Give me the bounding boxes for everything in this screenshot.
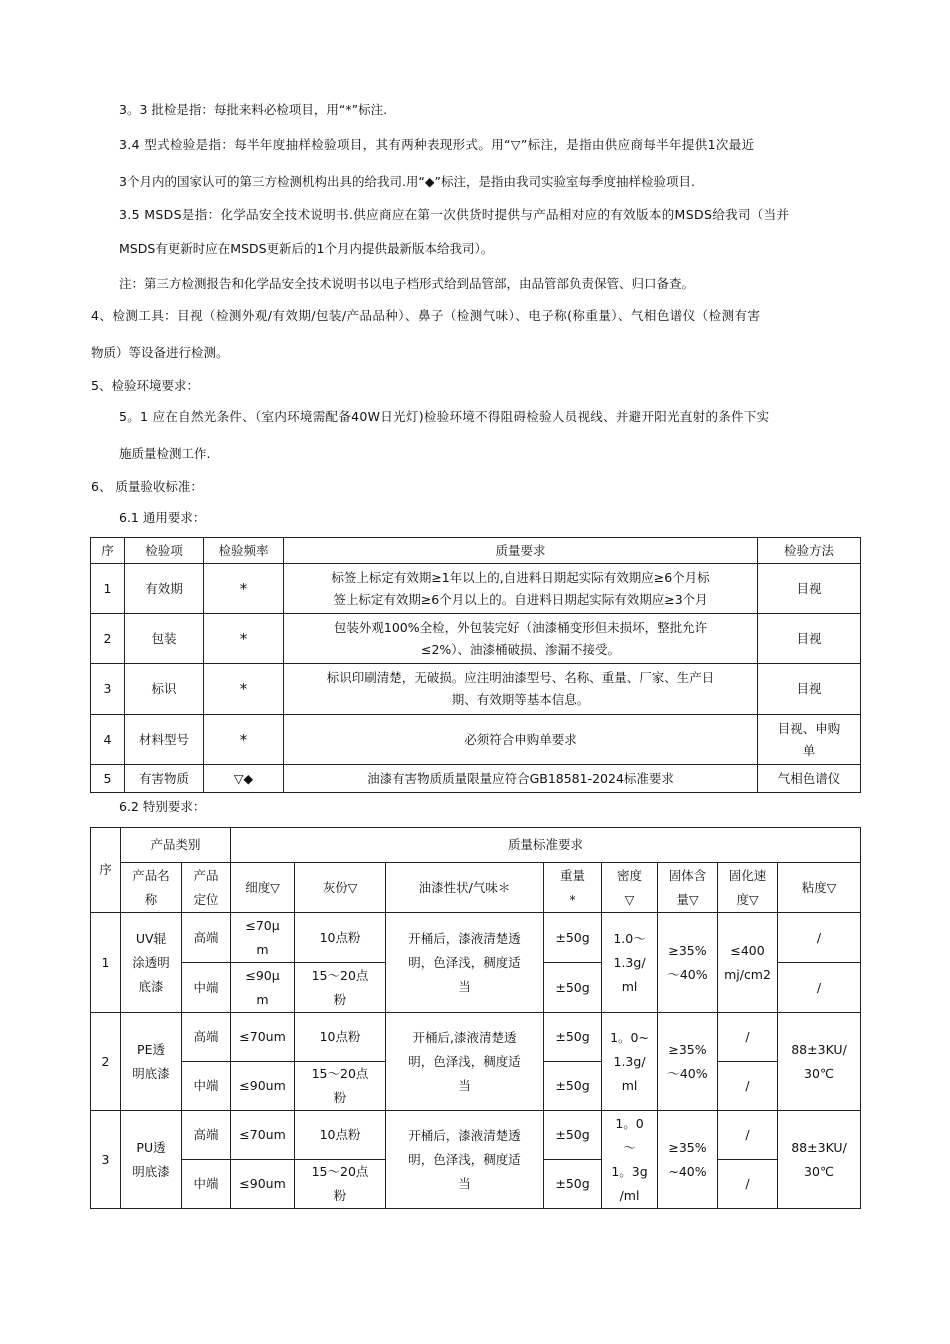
ash: 15～20点 粉 xyxy=(295,1160,386,1209)
viscosity: / xyxy=(778,963,861,1013)
ash: 10点粉 xyxy=(295,1111,386,1160)
weight: ±50g xyxy=(544,1160,602,1209)
row-frequency: * xyxy=(204,614,284,664)
cure-speed: / xyxy=(718,1160,778,1209)
density: 1.0～ 1.3g/ ml xyxy=(602,913,658,1013)
row-no: 5 xyxy=(91,765,125,793)
special-requirements-table xyxy=(90,827,861,1209)
viscosity: 88±3KU/ 30℃ xyxy=(778,1111,861,1209)
group-no: 1 xyxy=(91,913,121,1013)
row-frequency: * xyxy=(204,715,284,765)
table-row xyxy=(91,664,861,715)
section-5-1-line1: 5。1 应在自然光条件、（室内环境需配备40W日光灯)检验环境不得阻碍检验人员视线、并避开阳光直射的条件下实 xyxy=(119,409,770,424)
cure-speed: / xyxy=(718,1062,778,1111)
header-product-name: 产品名 称 xyxy=(121,863,182,913)
paint-property: 开桶后,漆液清楚透 明，色泽浅，稠度适 当 xyxy=(386,1013,544,1111)
density: 1。0~ 1.3g/ ml xyxy=(602,1013,658,1111)
header-weight: 重量 * xyxy=(544,863,602,913)
paint-property: 开桶后，漆液清楚透 明，色泽浅，稠度适 当 xyxy=(386,1111,544,1209)
row-item: 有害物质 xyxy=(125,765,204,793)
header-ash: 灰份▽ xyxy=(295,863,386,913)
ash: 10点粉 xyxy=(295,913,386,963)
table-row xyxy=(91,913,861,963)
ash: 15～20点 粉 xyxy=(295,963,386,1013)
fineness: ≤90um xyxy=(231,1160,295,1209)
row-no: 2 xyxy=(91,614,125,664)
para-3-5-line2: MSDS有更新时应在MSDS更新后的1个月内提供最新版本给我司）。 xyxy=(119,241,494,256)
cure-speed: / xyxy=(718,1111,778,1160)
table-row xyxy=(91,1013,861,1062)
row-no: 3 xyxy=(91,664,125,715)
header-item: 检验项 xyxy=(125,538,204,564)
row-requirement: 油漆有害物质质量限量应符合GB18581-2024标准要求 xyxy=(284,765,758,793)
header-viscosity: 粘度▽ xyxy=(778,863,861,913)
group-no: 3 xyxy=(91,1111,121,1209)
section-5-1-line2: 施质量检测工作. xyxy=(119,446,211,461)
section-6-heading: 6、 质量验收标准： xyxy=(91,479,203,494)
row-item: 标识 xyxy=(125,664,204,715)
header-frequency: 检验频率 xyxy=(204,538,284,564)
table-header-row xyxy=(91,538,861,564)
header-category: 产品类别 xyxy=(121,828,231,863)
table-header-row xyxy=(91,863,861,913)
viscosity: 88±3KU/ 30℃ xyxy=(778,1013,861,1111)
note-paragraph: 注：第三方检测报告和化学品安全技术说明书以电子档形式给到品管部，由品管部负责保管、归口备查。 xyxy=(119,276,695,291)
header-no: 序 xyxy=(91,538,125,564)
row-requirement: 包装外观100%全检，外包装完好（油漆桶变形但未损坏，整批允许 ≤2%）、油漆桶破损、渗漏不接受。 xyxy=(284,614,758,664)
row-method: 目视 xyxy=(758,564,861,614)
header-fineness: 细度▽ xyxy=(231,863,295,913)
ash: 10点粉 xyxy=(295,1013,386,1062)
cure-speed: / xyxy=(718,1013,778,1062)
row-no: 4 xyxy=(91,715,125,765)
row-no: 1 xyxy=(91,564,125,614)
product-position: 中端 xyxy=(182,1062,231,1111)
table-header-row xyxy=(91,828,861,863)
section-6-1-heading: 6.1 通用要求： xyxy=(119,510,206,525)
density: 1。0 ～ 1。3g /ml xyxy=(602,1111,658,1209)
row-frequency: ▽◆ xyxy=(204,765,284,793)
product-position: 高端 xyxy=(182,1111,231,1160)
group-no: 2 xyxy=(91,1013,121,1111)
row-item: 材料型号 xyxy=(125,715,204,765)
header-property: 油漆性状/气味＊ xyxy=(386,863,544,913)
header-method: 检验方法 xyxy=(758,538,861,564)
table-row xyxy=(91,765,861,793)
product-position: 中端 xyxy=(182,1160,231,1209)
weight: ±50g xyxy=(544,1062,602,1111)
header-no: 序 xyxy=(91,828,121,913)
table-row xyxy=(91,715,861,765)
para-3-5-line1: 3.5 MSDS是指：化学品安全技术说明书.供应商应在第一次供货时提供与产品相对应的有效版本的MSDS给我司（当并 xyxy=(119,207,790,222)
weight: ±50g xyxy=(544,1013,602,1062)
header-density: 密度 ▽ xyxy=(602,863,658,913)
row-item: 包装 xyxy=(125,614,204,664)
header-cure: 固化速 度▽ xyxy=(718,863,778,913)
weight: ±50g xyxy=(544,1111,602,1160)
cure-speed: ≤400 mj/cm2 xyxy=(718,913,778,1013)
fineness: ≤70μ m xyxy=(231,913,295,963)
section-4-line2: 物质）等设备进行检测。 xyxy=(91,345,229,360)
product-position: 高端 xyxy=(182,913,231,963)
solid-content: ≥35% ～40% xyxy=(658,1013,718,1111)
paint-property: 开桶后，漆液清楚透 明，色泽浅，稠度适 当 xyxy=(386,913,544,1013)
section-4-line1: 4、检测工具：目视（检测外观/有效期/包装/产品品种）、鼻子（检测气味）、电子称(称重量）、气相色谱仪（检测有害 xyxy=(91,308,761,323)
row-item: 有效期 xyxy=(125,564,204,614)
section-6-2-heading: 6.2 特别要求： xyxy=(119,799,206,814)
para-3-4-line1: 3.4 型式检验是指：每半年度抽样检验项目，其有两种表现形式。用“▽”标注，是指由供应商每半年提供1次最近 xyxy=(119,137,755,152)
solid-content: ≥35% ～40% xyxy=(658,913,718,1013)
product-name: UV辊 涂透明 底漆 xyxy=(121,913,182,1013)
ash: 15～20点 粉 xyxy=(295,1062,386,1111)
table-row xyxy=(91,1111,861,1160)
section-5-heading: 5、检验环境要求： xyxy=(91,378,199,393)
fineness: ≤90μ m xyxy=(231,963,295,1013)
para-3-4-line2: 3个月内的国家认可的第三方检测机构出具的给我司.用“◆”标注，是指由我司实验室每季度抽样检验项目. xyxy=(119,174,695,189)
row-method: 目视 xyxy=(758,664,861,715)
header-product-position: 产品 定位 xyxy=(182,863,231,913)
row-method: 气相色谱仪 xyxy=(758,765,861,793)
row-requirement: 必须符合申购单要求 xyxy=(284,715,758,765)
fineness: ≤70um xyxy=(231,1111,295,1160)
row-method: 目视 xyxy=(758,614,861,664)
general-requirements-table xyxy=(90,537,861,793)
row-frequency: * xyxy=(204,664,284,715)
row-requirement: 标识印刷清楚，无破损。应注明油漆型号、名称、重量、厂家、生产日 期、有效期等基本信息。 xyxy=(284,664,758,715)
header-requirement: 质量要求 xyxy=(284,538,758,564)
weight: ±50g xyxy=(544,963,602,1013)
para-3-3: 3。3 批检是指：每批来料必检项目，用“*”标注. xyxy=(119,102,388,117)
product-position: 高端 xyxy=(182,1013,231,1062)
product-name: PE透 明底漆 xyxy=(121,1013,182,1111)
weight: ±50g xyxy=(544,913,602,963)
table-row xyxy=(91,614,861,664)
row-method: 目视、申购 单 xyxy=(758,715,861,765)
row-frequency: * xyxy=(204,564,284,614)
solid-content: ≥35% ~40% xyxy=(658,1111,718,1209)
table-row xyxy=(91,564,861,614)
product-name: PU透 明底漆 xyxy=(121,1111,182,1209)
header-quality: 质量标准要求 xyxy=(231,828,861,863)
product-position: 中端 xyxy=(182,963,231,1013)
row-requirement: 标签上标定有效期≥1年以上的,自进料日期起实际有效期应≥6个月标 签上标定有效期≥6个月以上的。自进料日期起实际有效期应≥3个月 xyxy=(284,564,758,614)
header-solid: 固体含 量▽ xyxy=(658,863,718,913)
fineness: ≤70um xyxy=(231,1013,295,1062)
fineness: ≤90um xyxy=(231,1062,295,1111)
viscosity: / xyxy=(778,913,861,963)
